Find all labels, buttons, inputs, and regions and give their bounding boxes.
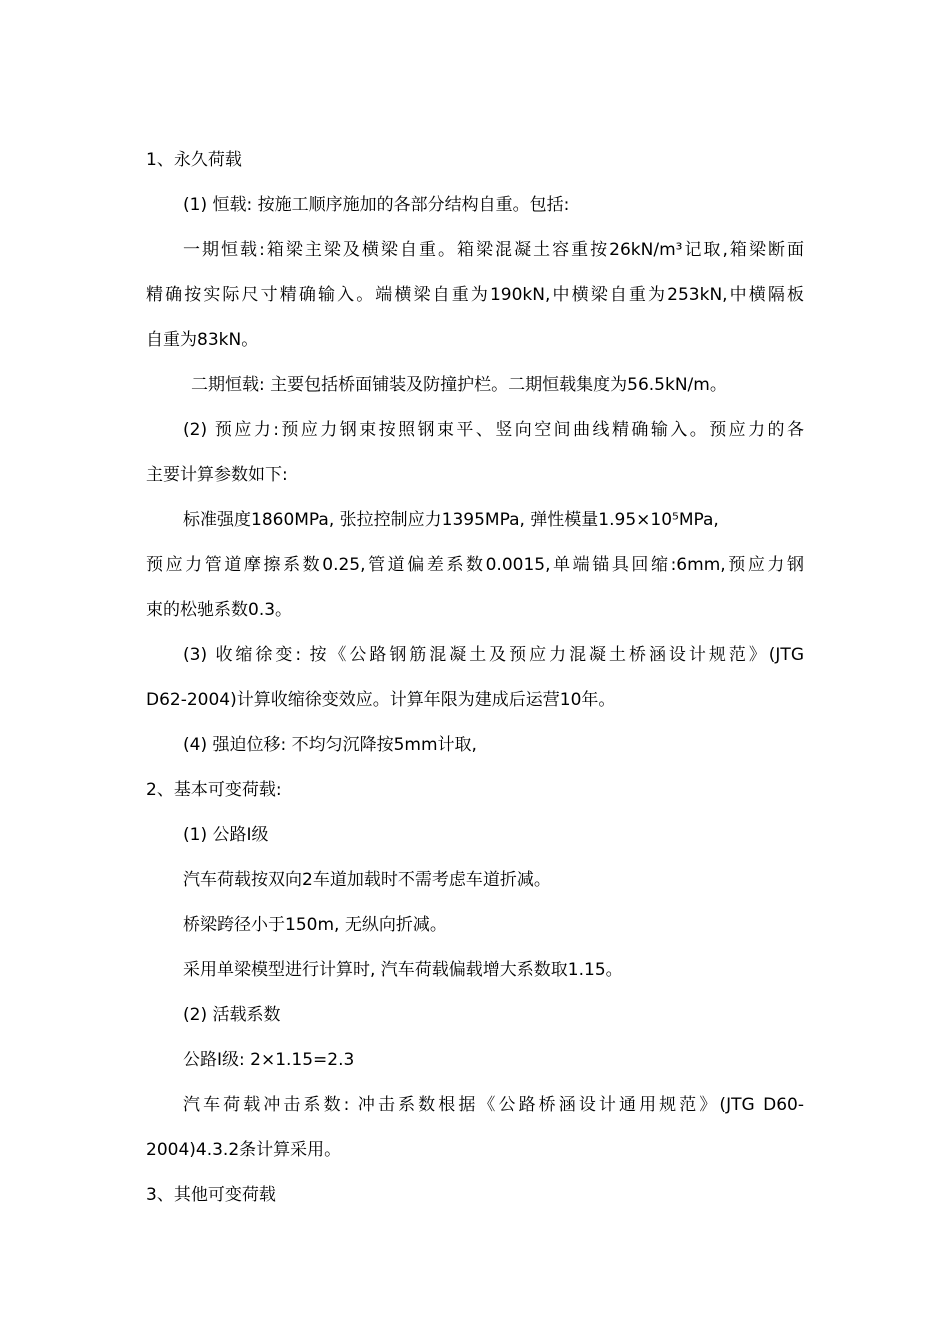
- paragraph-line: 汽车荷载按双向2车道加载时不需考虑车道折减。: [183, 870, 551, 890]
- item-prestress: (2) 预应力:预应力钢束按照钢束平、竖向空间曲线精确输入。预应力的各: [183, 420, 804, 440]
- item-shrinkage-creep: (3) 收缩徐变: 按《公路钢筋混凝土及预应力混凝土桥涵设计规范》(JTG: [183, 645, 804, 665]
- paragraph-impact-factor: 汽车荷载冲击系数: 冲击系数根据《公路桥涵设计通用规范》(JTG D60-: [183, 1095, 804, 1115]
- paragraph-line: 预应力管道摩擦系数0.25,管道偏差系数0.0015,单端锚具回缩:6mm,预应力钢: [146, 555, 804, 575]
- paragraph-line: D62-2004)计算收缩徐变效应。计算年限为建成后运营10年。: [146, 690, 616, 710]
- paragraph-line: 束的松驰系数0.3。: [146, 600, 293, 620]
- paragraph-line: 精确按实际尺寸精确输入。端横梁自重为190kN,中横梁自重为253kN,中横隔板: [146, 285, 804, 305]
- paragraph-line: 主要计算参数如下:: [146, 465, 288, 485]
- item-live-load-factor: (2) 活载系数: [183, 1005, 281, 1025]
- item-forced-displacement: (4) 强迫位移: 不均匀沉降按5mm计取,: [183, 735, 477, 755]
- section-heading-other-variable-load: 3、其他可变荷载: [146, 1185, 276, 1205]
- item-dead-load: (1) 恒载: 按施工顺序施加的各部分结构自重。包括:: [183, 195, 570, 215]
- paragraph-line: 公路Ⅰ级: 2×1.15=2.3: [183, 1050, 355, 1070]
- paragraph-line: 桥梁跨径小于150m, 无纵向折减。: [183, 915, 447, 935]
- section-heading-permanent-load: 1、永久荷载: [146, 150, 242, 170]
- paragraph-prestress-parameters: 标准强度1860MPa, 张拉控制应力1395MPa, 弹性模量1.95×10⁵MPa,: [183, 510, 719, 530]
- paragraph-line: 自重为83kN。: [146, 330, 259, 350]
- paragraph-line: 采用单梁模型进行计算时, 汽车荷载偏载增大系数取1.15。: [183, 960, 623, 980]
- paragraph-line: 2004)4.3.2条计算采用。: [146, 1140, 342, 1160]
- section-heading-basic-variable-load: 2、基本可变荷载:: [146, 780, 282, 800]
- paragraph-second-stage-dead-load: 二期恒载: 主要包括桥面铺装及防撞护栏。二期恒载集度为56.5kN/m。: [191, 375, 727, 395]
- paragraph-first-stage-dead-load: 一期恒载:箱梁主梁及横梁自重。箱梁混凝土容重按26kN/m³记取,箱梁断面: [183, 240, 804, 260]
- item-highway-class-i: (1) 公路Ⅰ级: [183, 825, 269, 845]
